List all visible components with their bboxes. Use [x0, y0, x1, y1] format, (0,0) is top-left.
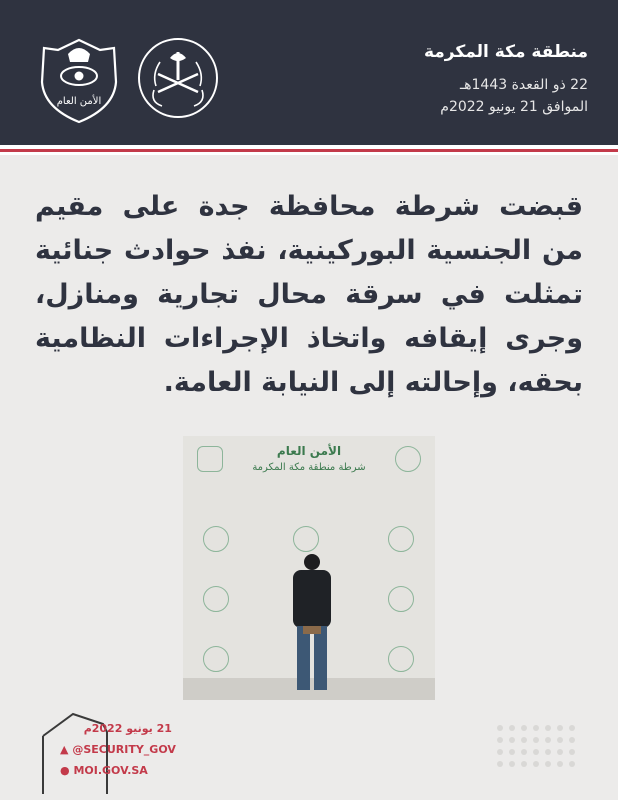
wall-emblem-icon — [203, 526, 229, 552]
photo-emblem-icon — [395, 446, 421, 472]
footer-date: 21 يونيو 2022م — [83, 722, 172, 735]
wall-emblem-icon — [388, 586, 414, 612]
saudi-emblem-icon — [138, 38, 218, 118]
website-link: MOI.GOV.SA — [73, 764, 148, 777]
header-bar — [0, 0, 618, 145]
header-divider — [0, 145, 618, 155]
photo-banner-title: الأمن العام — [276, 444, 342, 458]
wall-emblem-icon — [388, 526, 414, 552]
suspect-figure — [285, 554, 339, 694]
wall-emblem-icon — [203, 586, 229, 612]
gregorian-date: الموافق 21 يونيو 2022م — [440, 99, 588, 115]
hijri-date: 22 ذو القعدة 1443هـ — [460, 77, 588, 93]
globe-icon: ● — [60, 764, 70, 777]
statement-text: قبضت شرطة محافظة جدة على مقيم من الجنسية البوركينية، نفذ حوادث جنائية تمثلت في سرقة محال تجارية ومنازل، وجرى إيقافه واتخاذ الإجراءات النظامية بحقه، وإحالته إلى النيابة العامة. — [35, 191, 583, 398]
photo-shield-icon — [197, 446, 223, 472]
shield-logo-text: الأمن العام — [56, 96, 102, 107]
footer-info — [60, 718, 176, 781]
footer-website[interactable] — [60, 760, 176, 781]
dot-pattern-icon — [490, 718, 580, 778]
wall-emblem-icon — [293, 526, 319, 552]
twitter-handle: @SECURITY_GOV — [72, 743, 176, 756]
public-security-shield-icon — [38, 36, 120, 126]
wall-emblem-icon — [388, 646, 414, 672]
footer-twitter[interactable] — [60, 739, 176, 760]
wall-emblem-icon — [203, 646, 229, 672]
twitter-icon: ▲ — [60, 743, 69, 756]
header-text-block — [424, 42, 588, 118]
photo-banner-subtitle: شرطة منطقة مكة المكرمة — [252, 462, 366, 473]
region-title: منطقة مكة المكرمة — [423, 42, 588, 62]
suspect-photo — [183, 436, 435, 700]
